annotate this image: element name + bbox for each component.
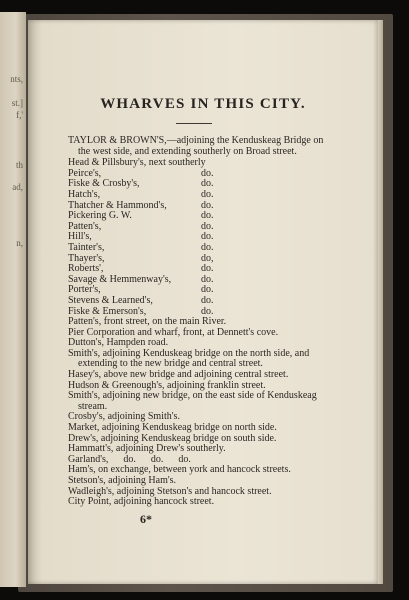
- list-item: [68, 222, 330, 233]
- wharf-name: Pier Corporation and wharf, front, at Dennett's cove.: [68, 326, 279, 338]
- ditto-mark: do.: [201, 178, 214, 190]
- wharf-name: Crosby's, adjoining Smith's.: [68, 411, 180, 423]
- wharf-name: Hasey's, above new bridge and adjoining central street.: [68, 369, 289, 381]
- wharf-name: Wadleigh's, adjoining Stetson's and hancock street.: [68, 485, 272, 497]
- ditto-mark: do.: [201, 220, 214, 232]
- list-item: [68, 497, 330, 508]
- wharf-name: Smith's, adjoining new bridge, on the east side of Kenduskeag stream.: [68, 390, 317, 412]
- left-page-fragment: st.]: [11, 98, 23, 108]
- ditto-mark: do.: [201, 210, 214, 222]
- wharf-name: Head & Pillsbury's, next southerly: [68, 157, 206, 169]
- left-page-fragment: nts,: [10, 74, 23, 84]
- wharf-entry-lead: TAYLOR & BROWN'S,—adjoining the Kenduskeag Bridge on the west side, and extending southerly on Broad street.: [68, 135, 324, 157]
- wharf-name: Hammatt's, adjoining Drew's southerly.: [68, 443, 226, 455]
- wharf-name: Pickering G. W.: [68, 210, 132, 222]
- left-page-fragment: f,': [16, 110, 23, 120]
- ditto-mark: do.: [201, 231, 214, 243]
- ditto-mark: do.: [201, 241, 214, 253]
- list-item: [68, 349, 330, 370]
- left-page-fragment: ad,: [12, 182, 23, 192]
- ditto-mark: do.: [201, 263, 214, 275]
- ditto-mark: do,: [201, 252, 214, 264]
- ditto-mark: do.: [201, 284, 214, 296]
- wharf-name: Hill's,: [68, 231, 92, 243]
- wharf-name: Fiske & Crosby's,: [68, 178, 140, 190]
- wharf-name: Fiske & Emerson's,: [68, 305, 147, 317]
- wharf-name: Patten's, front street, on the main River.: [68, 316, 227, 328]
- wharf-name: Market, adjoining Kenduskeag bridge on north side.: [68, 422, 277, 434]
- wharf-name: City Point, adjoining hancock street.: [68, 496, 215, 508]
- wharf-name: Garland's, do. do. do.: [68, 453, 191, 465]
- wharf-name: Stevens & Learned's,: [68, 294, 153, 306]
- ditto-mark: do.: [201, 167, 214, 179]
- left-page-fragment: n,: [16, 238, 23, 248]
- ditto-mark: do.: [201, 294, 214, 306]
- list-item: [68, 275, 330, 286]
- wharf-listing: [68, 136, 330, 508]
- wharf-name: Savage & Hemmenway's,: [68, 273, 172, 285]
- list-item: [68, 296, 330, 307]
- list-item: [68, 476, 330, 487]
- list-item: [68, 391, 330, 412]
- wharf-name: Hatch's,: [68, 188, 101, 200]
- list-item: [68, 232, 330, 243]
- wharf-name: Hudson & Greenough's, adjoining franklin street.: [68, 379, 266, 391]
- page-title: WHARVES IN THIS CITY.: [100, 96, 306, 112]
- ditto-mark: do.: [201, 199, 214, 211]
- wharf-name: Ham's, on exchange, between york and hancock streets.: [68, 464, 291, 476]
- wharf-name: Thayer's,: [68, 252, 105, 264]
- list-item: [68, 243, 330, 254]
- list-item: [68, 158, 330, 169]
- left-page-fragment: th: [15, 160, 23, 170]
- ditto-mark: do.: [201, 305, 214, 317]
- page-edge: [378, 20, 383, 584]
- wharf-name: Stetson's, adjoining Ham's.: [68, 475, 177, 486]
- ditto-mark: do.: [201, 273, 214, 285]
- wharf-name: Thatcher & Hammond's,: [68, 199, 167, 211]
- wharf-name: Patten's,: [68, 220, 102, 232]
- wharf-name: Porter's,: [68, 284, 101, 296]
- wharf-name: Dutton's, Hampden road.: [68, 337, 169, 349]
- list-item: [68, 136, 330, 157]
- wharf-name: Smith's, adjoining Kenduskeag bridge on the north side, and extending to the new bridge and central street.: [68, 347, 310, 370]
- list-item: [68, 211, 330, 222]
- ditto-mark: do.: [201, 188, 214, 200]
- title-rule: [176, 123, 212, 124]
- left-facing-page: [0, 12, 26, 587]
- page-number: 6*: [140, 512, 152, 526]
- list-item: [68, 179, 330, 190]
- wharf-name: Tainter's,: [68, 241, 105, 253]
- list-item: [68, 254, 330, 265]
- wharf-name: Drew's, adjoining Kenduskeag bridge on south side.: [68, 432, 277, 444]
- list-item: [68, 190, 330, 201]
- wharf-name: Roberts',: [68, 263, 104, 275]
- wharf-name: Peirce's,: [68, 167, 102, 179]
